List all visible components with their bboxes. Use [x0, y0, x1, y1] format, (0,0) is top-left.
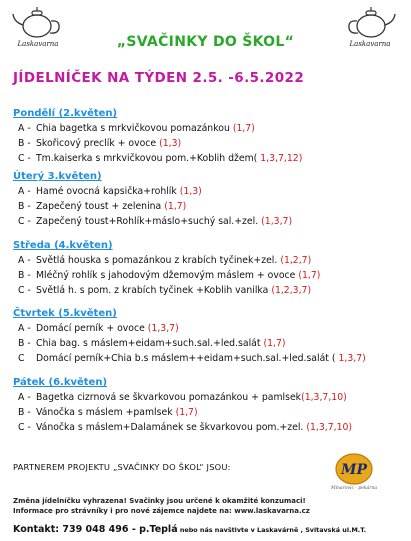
item-text: Mléčný rohlík s jahodovým džemovým máslem + ovoce: [36, 270, 296, 281]
laskavarna-logo-right: [342, 6, 398, 56]
minarovic-logo: [334, 452, 374, 486]
item-letter: B -: [18, 201, 31, 212]
menu-week-title: JÍDELNÍČEK NA TÝDEN 2.5. -6.5.2022: [13, 70, 305, 86]
item-allergens: (1,3): [179, 186, 202, 197]
day-heading: Čtvrtek (5.květen): [13, 308, 117, 319]
item-letter: B -: [18, 407, 31, 418]
menu-item: [13, 283, 403, 298]
header: [0, 0, 411, 64]
day-section-monday: [13, 106, 403, 166]
menu-item: [13, 214, 403, 229]
logo-text: Laskavarna: [349, 40, 391, 48]
day-section-thursday: [13, 306, 403, 366]
mp-letters: MP: [340, 462, 368, 478]
menu-item: [13, 420, 403, 435]
menu-item: [13, 136, 403, 151]
item-letter: C -: [18, 422, 31, 433]
item-text: Vánočka s máslem +pamlsek: [36, 407, 173, 418]
menu-item: [13, 268, 403, 283]
menu-item: [13, 121, 403, 136]
item-text: Bagetka cizrnová se škvarkovou pomazánkou + pamlsek: [36, 392, 302, 403]
item-allergens: (1,7): [164, 201, 187, 212]
menu-item: [13, 199, 403, 214]
item-text: Světlá houska s pomazánkou z krabích tyčinek+zel.: [36, 255, 278, 266]
contact-address: nebo nás navštivte v Laskavárně , Svitavská ul.M.T.: [177, 526, 367, 534]
item-allergens: (1,3,7,10): [301, 392, 347, 403]
item-text: Tm.kaiserka s mrkvičkovou pom.+Koblih džem(: [36, 153, 258, 164]
item-allergens: (1,7): [232, 123, 255, 134]
item-text: Skořicový preclík + ovoce: [36, 138, 157, 149]
day-heading: Úterý 3.květen): [13, 171, 102, 182]
menu-item: [13, 405, 403, 420]
page-title: „SVAČINKY DO ŠKOL“: [116, 34, 295, 50]
item-allergens: 1,3,7,12): [260, 153, 303, 164]
item-text: Domácí perník+Chia b.s máslem++eidam+such.sal.+led.salát (: [36, 353, 336, 364]
item-letter: C -: [18, 285, 31, 296]
item-text: Chia bag. s máslem+eidam+such.sal.+led.salát: [36, 338, 261, 349]
logo-text: Laskavarna: [17, 40, 59, 48]
menu-item: [13, 321, 403, 336]
mp-caption: Minarovic - pekárna: [330, 486, 378, 491]
day-section-friday: [13, 375, 403, 435]
item-text: Zapečený toust + zelenina: [36, 201, 162, 212]
note-line: Změna jídelníčku vyhrazena! Svačinky jsou určené k okamžité konzumaci!: [13, 497, 306, 505]
item-text: Světlá h. s pom. z krabích tyčinek +Koblih vanilka: [36, 285, 269, 296]
day-section-tuesday: [13, 169, 403, 229]
item-allergens: 1,3,7): [338, 353, 366, 364]
menu-item: [13, 151, 403, 166]
item-letter: A -: [18, 255, 31, 266]
item-letter: A -: [18, 123, 31, 134]
menu-item: [13, 390, 403, 405]
item-letter: A -: [18, 323, 31, 334]
item-text: Domácí perník + ovoce: [36, 323, 145, 334]
day-heading: Pátek (6.květen): [13, 377, 108, 388]
item-text: Chia bagetka s mrkvičkovou pomazánkou: [36, 123, 230, 134]
item-letter: B -: [18, 338, 31, 349]
menu-item: [13, 351, 403, 366]
item-letter: A -: [18, 392, 31, 403]
item-text: Vánočka s máslem+Dalamánek se škvarkovou pom.+zel.: [36, 422, 304, 433]
contact-phone: Kontakt: 739 048 496 - p.Teplá: [13, 524, 178, 535]
menu-item: [13, 184, 403, 199]
contact: [13, 524, 366, 535]
item-letter: A -: [18, 186, 31, 197]
partner-text: PARTNEREM PROJEKTU „SVAČINKY DO ŠKOL“ JSOU:: [13, 462, 231, 472]
item-allergens: (1,7): [298, 270, 321, 281]
item-letter: C: [18, 353, 25, 364]
item-letter: C -: [18, 216, 31, 227]
item-allergens: (1,2,7): [280, 255, 312, 266]
item-text: Hamé ovocná kapsička+rohlík: [36, 186, 177, 197]
notes: [13, 496, 310, 516]
item-allergens: (1,3,7): [261, 216, 293, 227]
item-allergens: (1,3): [159, 138, 182, 149]
note-line: Informace pro strávníky i pro nové zájemce najdete na: www.laskavarna.cz: [13, 507, 310, 515]
item-text: Zapečený toust+Rohlík+máslo+suchý sal.+zel.: [36, 216, 259, 227]
menu-item: [13, 253, 403, 268]
item-allergens: (1,2,3,7): [271, 285, 312, 296]
mp-badge-icon: [334, 452, 374, 486]
item-allergens: (1,7): [263, 338, 286, 349]
item-allergens: (1,7): [175, 407, 198, 418]
item-letter: B -: [18, 138, 31, 149]
day-heading: Středa (4.květen): [13, 240, 113, 251]
teapot-icon: [342, 6, 398, 40]
day-heading: Pondělí (2.květen): [13, 108, 118, 119]
item-letter: B -: [18, 270, 31, 281]
menu-item: [13, 336, 403, 351]
item-allergens: (1,3,7): [147, 323, 179, 334]
day-section-wednesday: [13, 238, 403, 298]
item-letter: C -: [18, 153, 31, 164]
item-allergens: (1,3,7,10): [306, 422, 353, 433]
